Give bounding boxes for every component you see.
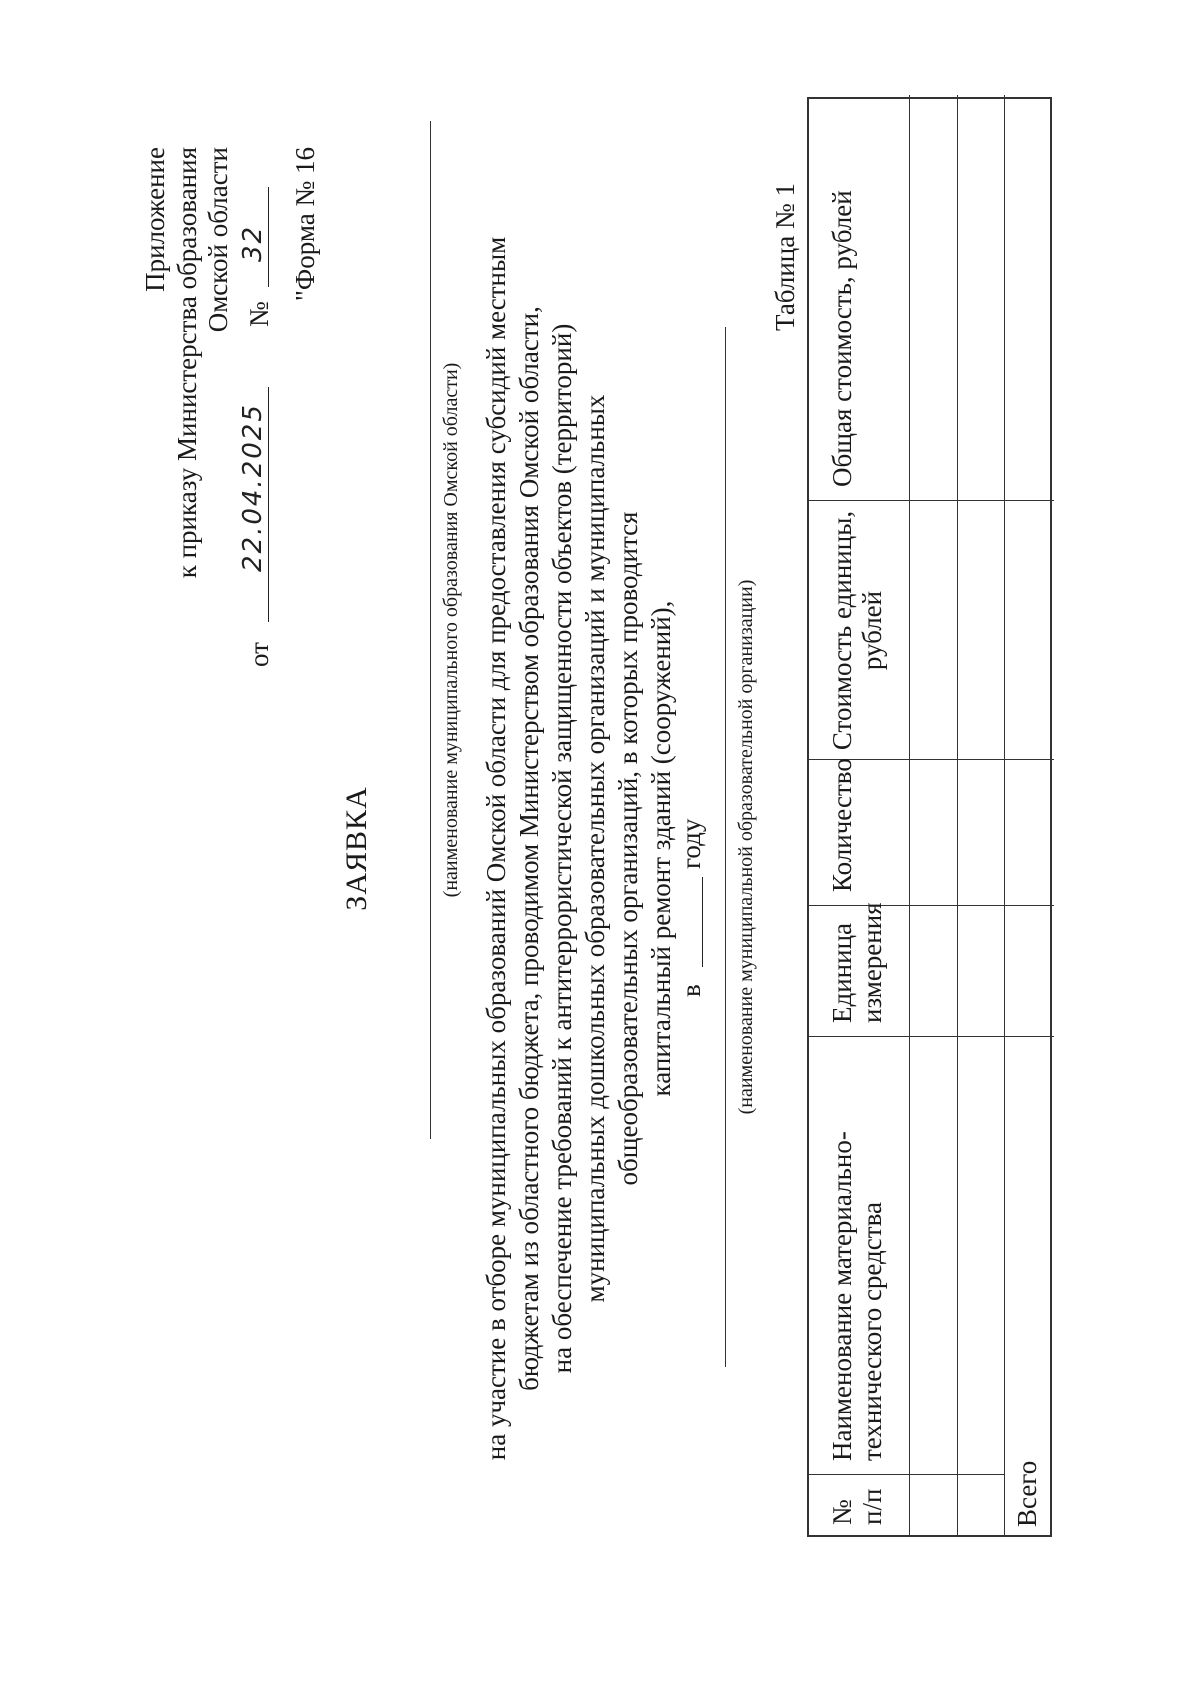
paragraph-line: капитальный ремонт зданий (сооружений), — [646, 600, 676, 1097]
region-label: Омской области — [203, 147, 233, 333]
header-unit-price: Стоимость единицы, рублей — [827, 510, 887, 751]
table-row-divider — [1004, 95, 1005, 1535]
header-quantity: Количество — [827, 758, 857, 892]
header-unit: Единица измерения — [827, 902, 887, 1023]
header-total-cost: Общая стоимость, рублей — [827, 190, 857, 487]
header-item-name: Наименование материально-технического средства — [827, 1131, 887, 1461]
year-suffix: году — [676, 818, 706, 869]
form-number: "Форма № 16 — [290, 147, 320, 302]
paragraph-line: на обеспечение требований к антитеррористической защищенности объектов (территорий) — [547, 323, 577, 1374]
order-date-handwritten: 22.04.2025 — [238, 403, 268, 572]
municipality-caption: (наименование муниципального образования Омской области) — [440, 362, 462, 898]
date-underline — [268, 387, 269, 622]
from-label: от — [244, 642, 274, 667]
order-reference: к приказу Министерства образования — [172, 147, 202, 579]
total-row-label: Всего — [1012, 1460, 1042, 1527]
header-number: № п/п — [827, 1488, 887, 1525]
municipality-blank-line — [430, 121, 431, 1139]
table-row-divider — [957, 95, 958, 1535]
paragraph-line: муниципальных дошкольных образовательных организаций и муниципальных — [580, 394, 610, 1303]
table-label: Таблица № 1 — [770, 183, 800, 331]
organization-blank-line — [725, 327, 726, 1367]
number-underline — [268, 187, 269, 287]
year-prefix: в — [676, 984, 706, 997]
paragraph-line: на участие в отборе муниципальных образований Омской области для предоставления субсидий местным — [481, 236, 511, 1461]
paragraph-line: общеобразовательных организаций, в которых проводится — [613, 511, 643, 1186]
number-label: № — [244, 301, 274, 327]
table-row-divider — [909, 95, 910, 1535]
paragraph-line: бюджетам из областного бюджета, проводимом Министерством образования Омской области, — [514, 306, 544, 1391]
year-blank — [702, 877, 703, 967]
document-title: ЗАЯВКА — [340, 786, 373, 911]
organization-caption: (наименование муниципальной образовательной организации) — [735, 579, 757, 1115]
order-date-number-row — [240, 147, 280, 667]
order-number-handwritten: 32 — [238, 224, 268, 262]
appendix-label: Приложение — [140, 147, 170, 292]
equipment-table — [807, 97, 1052, 1537]
